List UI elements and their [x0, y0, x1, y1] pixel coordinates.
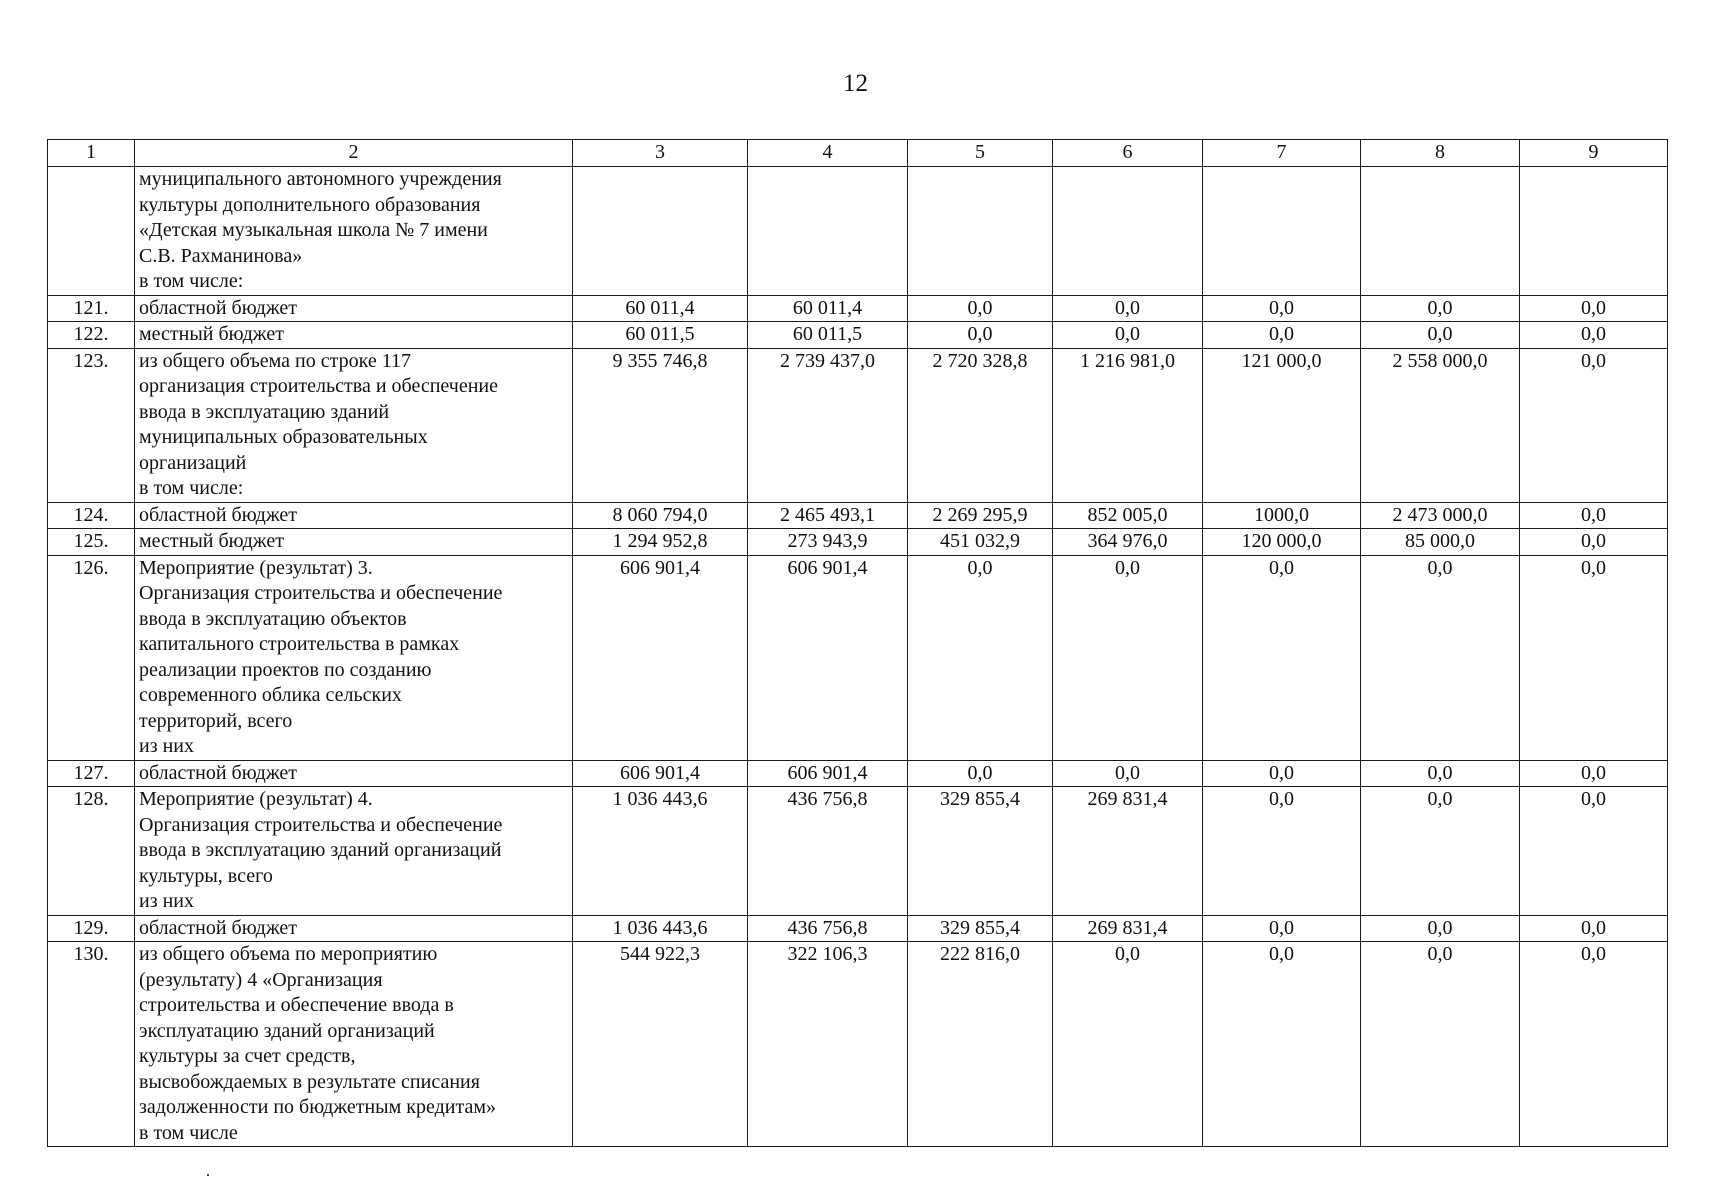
value-cell [1053, 167, 1203, 296]
scan-speck [207, 1174, 209, 1176]
value-cell: 0,0 [1203, 942, 1361, 1147]
value-cell: 60 011,4 [748, 295, 908, 322]
column-header: 6 [1053, 140, 1203, 167]
value-cell: 0,0 [1053, 555, 1203, 760]
description-line: местный бюджет [139, 530, 284, 552]
value-cell: 2 473 000,0 [1361, 502, 1520, 529]
value-cell: 0,0 [1203, 295, 1361, 322]
value-cell: 544 922,3 [573, 942, 748, 1147]
value-cell: 0,0 [1520, 348, 1668, 502]
column-header: 2 [135, 140, 573, 167]
description-line: организация строительства и обеспечение [139, 375, 498, 397]
row-description [135, 942, 573, 1147]
value-cell: 2 465 493,1 [748, 502, 908, 529]
value-cell: 1000,0 [1203, 502, 1361, 529]
value-cell: 0,0 [1520, 322, 1668, 349]
value-cell: 0,0 [1053, 942, 1203, 1147]
table-row [48, 555, 1668, 760]
value-cell: 0,0 [1361, 915, 1520, 942]
description-line: муниципального автономного учреждения [139, 168, 502, 190]
row-number: 129. [48, 915, 135, 942]
value-cell: 269 831,4 [1053, 787, 1203, 916]
table-row [48, 348, 1668, 502]
row-number: 121. [48, 295, 135, 322]
value-cell: 273 943,9 [748, 529, 908, 556]
table-row [48, 167, 1668, 296]
budget-table [47, 139, 1668, 1147]
value-cell: 451 032,9 [908, 529, 1053, 556]
description-line: муниципальных образовательных [139, 426, 428, 448]
value-cell: 329 855,4 [908, 915, 1053, 942]
column-header: 8 [1361, 140, 1520, 167]
table-row [48, 760, 1668, 787]
row-description [135, 760, 573, 787]
description-line: «Детская музыкальная школа № 7 имени [139, 219, 488, 241]
value-cell: 2 269 295,9 [908, 502, 1053, 529]
value-cell: 436 756,8 [748, 787, 908, 916]
description-line: в том числе: [139, 477, 244, 499]
description-line: (результату) 4 «Организация [139, 968, 383, 991]
value-cell: 0,0 [1361, 555, 1520, 760]
description-line: организаций [139, 451, 247, 474]
description-line: реализации проектов по созданию [139, 658, 432, 681]
description-line: С.В. Рахманинова» [139, 244, 303, 267]
value-cell: 0,0 [908, 760, 1053, 787]
row-description [135, 322, 573, 349]
description-line: областной бюджет [139, 296, 298, 319]
table-body [48, 167, 1668, 1147]
value-cell: 0,0 [908, 295, 1053, 322]
value-cell: 852 005,0 [1053, 502, 1203, 529]
description-line: ввода в эксплуатацию зданий [139, 400, 390, 423]
description-line: в том числе: [139, 270, 244, 292]
value-cell: 0,0 [1203, 787, 1361, 916]
value-cell: 60 011,4 [573, 295, 748, 322]
value-cell: 1 036 443,6 [573, 915, 748, 942]
value-cell: 1 216 981,0 [1053, 348, 1203, 502]
value-cell [1203, 167, 1361, 296]
value-cell [1361, 167, 1520, 296]
description-line: Организация строительства и обеспечение [139, 813, 503, 836]
column-header: 5 [908, 140, 1053, 167]
value-cell: 0,0 [1053, 322, 1203, 349]
value-cell: 8 060 794,0 [573, 502, 748, 529]
value-cell: 0,0 [1203, 322, 1361, 349]
row-number [48, 167, 135, 296]
value-cell [1520, 167, 1668, 296]
description-line: задолженности по бюджетным кредитам» [139, 1096, 497, 1118]
description-line: областной бюджет [139, 761, 298, 784]
value-cell: 0,0 [1520, 295, 1668, 322]
value-cell: 0,0 [1203, 555, 1361, 760]
table-row [48, 295, 1668, 322]
description-line: в том числе [139, 1121, 238, 1144]
value-cell: 2 720 328,8 [908, 348, 1053, 502]
row-number: 125. [48, 529, 135, 556]
column-header: 9 [1520, 140, 1668, 167]
value-cell: 1 294 952,8 [573, 529, 748, 556]
value-cell: 121 000,0 [1203, 348, 1361, 502]
value-cell: 606 901,4 [573, 555, 748, 760]
value-cell: 0,0 [1361, 942, 1520, 1147]
description-line: строительства и обеспечение ввода в [139, 994, 454, 1016]
header-row [48, 140, 1668, 167]
value-cell: 0,0 [1361, 322, 1520, 349]
description-line: культуры дополнительного образования [139, 193, 481, 216]
description-line: ввода в эксплуатацию объектов [139, 607, 407, 630]
value-cell: 0,0 [1361, 760, 1520, 787]
row-description [135, 348, 573, 502]
row-description [135, 915, 573, 942]
description-line: высвобождаемых в результате списания [139, 1070, 480, 1093]
value-cell: 0,0 [1361, 295, 1520, 322]
value-cell: 606 901,4 [748, 760, 908, 787]
row-number: 128. [48, 787, 135, 916]
description-line: из общего объема по строке 117 [139, 349, 411, 372]
value-cell: 606 901,4 [748, 555, 908, 760]
description-line: эксплуатацию зданий организаций [139, 1019, 435, 1042]
value-cell: 364 976,0 [1053, 529, 1203, 556]
column-header: 4 [748, 140, 908, 167]
row-number: 126. [48, 555, 135, 760]
column-header: 1 [48, 140, 135, 167]
row-number: 122. [48, 322, 135, 349]
page-number: 12 [843, 70, 868, 97]
value-cell: 120 000,0 [1203, 529, 1361, 556]
value-cell: 60 011,5 [748, 322, 908, 349]
table-row [48, 942, 1668, 1147]
table-row [48, 502, 1668, 529]
value-cell: 0,0 [1203, 760, 1361, 787]
value-cell: 60 011,5 [573, 322, 748, 349]
value-cell: 2 739 437,0 [748, 348, 908, 502]
value-cell: 0,0 [1361, 787, 1520, 916]
value-cell: 85 000,0 [1361, 529, 1520, 556]
row-number: 123. [48, 348, 135, 502]
value-cell: 0,0 [1520, 787, 1668, 916]
value-cell: 329 855,4 [908, 787, 1053, 916]
value-cell: 606 901,4 [573, 760, 748, 787]
description-line: из них [139, 735, 195, 757]
row-number: 127. [48, 760, 135, 787]
row-number: 130. [48, 942, 135, 1147]
row-description [135, 167, 573, 296]
row-number: 124. [48, 502, 135, 529]
value-cell: 222 816,0 [908, 942, 1053, 1147]
value-cell [908, 167, 1053, 296]
value-cell: 0,0 [908, 322, 1053, 349]
row-description [135, 295, 573, 322]
table-row [48, 322, 1668, 349]
value-cell: 0,0 [1520, 942, 1668, 1147]
description-line: культуры, всего [139, 864, 273, 887]
description-line: Организация строительства и обеспечение [139, 582, 503, 604]
value-cell: 0,0 [1053, 295, 1203, 322]
value-cell: 0,0 [908, 555, 1053, 760]
value-cell: 0,0 [1520, 760, 1668, 787]
description-line: культуры за счет средств, [139, 1045, 356, 1067]
description-line: Мероприятие (результат) 3. [139, 556, 373, 579]
value-cell: 269 831,4 [1053, 915, 1203, 942]
value-cell: 0,0 [1520, 555, 1668, 760]
row-description [135, 555, 573, 760]
description-line: современного облика сельских [139, 684, 402, 706]
description-line: ввода в эксплуатацию зданий организаций [139, 839, 502, 861]
description-line: из них [139, 890, 195, 912]
value-cell: 1 036 443,6 [573, 787, 748, 916]
description-line: областной бюджет [139, 916, 298, 939]
value-cell: 322 106,3 [748, 942, 908, 1147]
value-cell: 0,0 [1520, 502, 1668, 529]
description-line: капитального строительства в рамках [139, 633, 460, 655]
row-description [135, 502, 573, 529]
table-row [48, 787, 1668, 916]
column-header: 7 [1203, 140, 1361, 167]
description-line: территорий, всего [139, 709, 293, 732]
value-cell: 0,0 [1053, 760, 1203, 787]
table-row [48, 915, 1668, 942]
value-cell: 0,0 [1203, 915, 1361, 942]
value-cell: 436 756,8 [748, 915, 908, 942]
value-cell: 0,0 [1520, 529, 1668, 556]
value-cell: 2 558 000,0 [1361, 348, 1520, 502]
row-description [135, 529, 573, 556]
description-line: из общего объема по мероприятию [139, 943, 438, 965]
value-cell: 0,0 [1520, 915, 1668, 942]
value-cell [573, 167, 748, 296]
table-row [48, 529, 1668, 556]
value-cell [748, 167, 908, 296]
description-line: Мероприятие (результат) 4. [139, 788, 373, 810]
row-description [135, 787, 573, 916]
value-cell: 9 355 746,8 [573, 348, 748, 502]
description-line: местный бюджет [139, 323, 284, 345]
column-header: 3 [573, 140, 748, 167]
description-line: областной бюджет [139, 503, 298, 526]
